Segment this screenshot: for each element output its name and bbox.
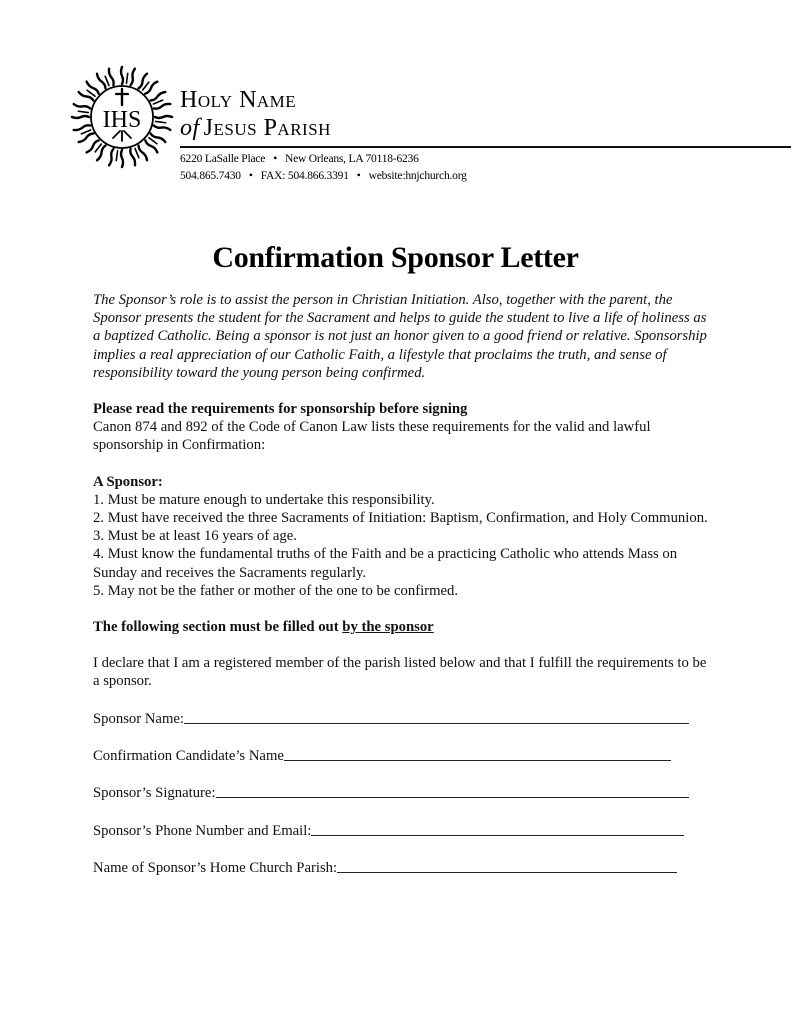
- page-title: Confirmation Sponsor Letter: [212, 241, 579, 274]
- home-parish-field: [93, 858, 713, 877]
- phone-email-input[interactable]: [311, 822, 684, 836]
- requirement-item: 2. Must have received the three Sacraments of Initiation: Baptism, Confirmation, and Holy Communion.: [93, 510, 708, 527]
- street-address: 6220 LaSalle Place: [180, 153, 266, 165]
- field-label: Confirmation Candidate’s Name: [93, 748, 284, 765]
- requirements-intro: Canon 874 and 892 of the Code of Canon Law lists these requirements for the valid and lawful sponsorship in Confirmation:: [93, 419, 651, 454]
- ihs-sunburst-logo-icon: [66, 61, 178, 173]
- phone-line: 504.865.7430 • FAX: 504.866.3391 • website:hnjchurch.org: [180, 170, 467, 182]
- phone-number: 504.865.7430: [180, 170, 241, 182]
- contact-info: [180, 151, 467, 185]
- parish-name-line1: Holy Name: [180, 87, 297, 113]
- sponsor-form: [93, 709, 713, 878]
- candidate-name-input[interactable]: [284, 747, 671, 761]
- requirement-item: 1. Must be mature enough to undertake this responsibility.: [93, 491, 435, 508]
- svg-text:IHS: IHS: [102, 107, 142, 133]
- requirement-item: 4. Must know the fundamental truths of the Faith and be a practicing Catholic who attends Mass on Sunday and receives the Sacraments regularly.: [93, 546, 678, 581]
- city-state-zip: New Orleans, LA 70118-6236: [285, 153, 419, 165]
- sponsor-emphasis: by the sponsor: [342, 619, 434, 636]
- requirement-item: 3. Must be at least 16 years of age.: [93, 528, 297, 545]
- sponsor-section-heading: The following section must be filled out by the sponsor: [93, 619, 434, 636]
- parish-name: [180, 88, 331, 140]
- sponsor-heading: A Sponsor:: [93, 473, 163, 490]
- address-line: 6220 LaSalle Place • New Orleans, LA 70118-6236: [180, 153, 419, 165]
- letterhead: [0, 0, 791, 190]
- field-label: Sponsor’s Phone Number and Email:: [93, 822, 312, 839]
- sponsor-name-input[interactable]: [184, 710, 689, 724]
- field-label: Sponsor Name:: [93, 710, 184, 727]
- requirement-item: 5. May not be the father or mother of the one to be confirmed.: [93, 582, 459, 599]
- signature-field: [93, 783, 713, 802]
- parish-name-line2: of Jesus Parish: [180, 115, 331, 141]
- phone-email-field: [93, 821, 713, 840]
- website: website:hnjchurch.org: [368, 170, 467, 182]
- home-parish-input[interactable]: [337, 859, 677, 873]
- letterhead-divider: [180, 146, 791, 148]
- intro-paragraph: The Sponsor’s role is to assist the person in Christian Initiation. Also, together with the parent, the Sponsor presents the student for the Sacrament and helps to guide the student to live a life of holiness as a baptized Catholic. Being a sponsor is not just an honor given to a good friend or relative. Sponsorship implies a real appreciation of our Catholic Faith, a lifestyle that proclaims the truth, and sense of responsibility toward the young person being confirmed.: [93, 292, 707, 381]
- declaration: I declare that I am a registered member of the parish listed below and that I fulfill the requirements to be a sponsor.: [93, 655, 707, 690]
- fax-number: FAX: 504.866.3391: [260, 170, 349, 182]
- candidate-name-field: [93, 746, 713, 765]
- field-label: Name of Sponsor’s Home Church Parish:: [93, 860, 338, 877]
- sponsor-name-field: [93, 709, 713, 728]
- requirements-heading: Please read the requirements for sponsorship before signing: [93, 401, 468, 418]
- field-label: Sponsor’s Signature:: [93, 785, 216, 802]
- signature-input[interactable]: [216, 784, 689, 798]
- document-body: [93, 291, 713, 877]
